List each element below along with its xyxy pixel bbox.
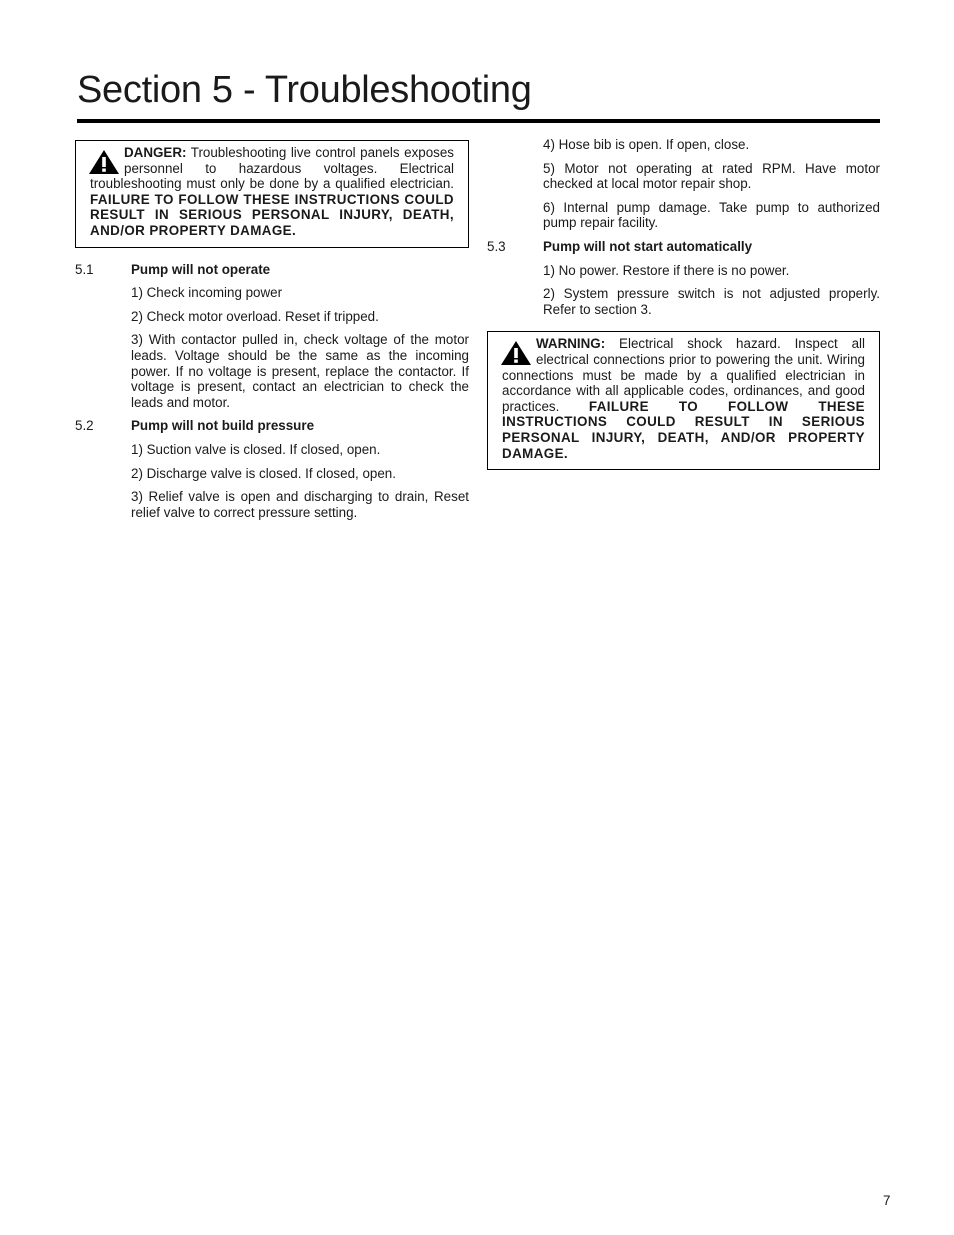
warning-emphasis: FAILURE TO FOLLOW THESE INSTRUCTIONS COULD RESULT IN SERIOUS PERSONAL INJURY, DEATH, AND/OR PROPERTY DAMAGE. xyxy=(502,398,865,461)
list-item: 3) With contactor pulled in, check voltage of the motor leads. Voltage should be the same as the incoming power. If no voltage is present, replace the contactor. If voltage is present, contact an electrician to check the leads and motor. xyxy=(131,332,469,410)
section-title: Pump will not build pressure xyxy=(131,418,315,434)
list-item: 5) Motor not operating at rated RPM. Have motor checked at local motor repair shop. xyxy=(543,160,880,192)
section-number: 5.1 xyxy=(75,261,94,277)
section-title: Pump will not start automatically xyxy=(543,238,753,254)
danger-emphasis: FAILURE TO FOLLOW THESE INSTRUCTIONS COULD RESULT IN SERIOUS PERSONAL INJURY, DEATH, AND/OR PROPERTY DAMAGE. xyxy=(90,191,454,238)
left-column xyxy=(75,140,469,528)
section-heading xyxy=(487,239,880,255)
list-item: 6) Internal pump damage. Take pump to authorized pump repair facility. xyxy=(543,199,880,231)
danger-label: DANGER: xyxy=(124,145,187,160)
list-item: 2) System pressure switch is not adjusted properly. Refer to section 3. xyxy=(543,286,880,317)
list-item: 1) Suction valve is closed. If closed, open. xyxy=(131,441,381,457)
list-item: 2) Check motor overload. Reset if tripped. xyxy=(131,308,379,324)
list-item: 1) No power. Restore if there is no power. xyxy=(543,262,790,278)
list-item: 1) Check incoming power xyxy=(131,285,283,301)
list-item: 2) Discharge valve is closed. If closed, open. xyxy=(131,465,396,481)
list-item: 4) Hose bib is open. If open, close. xyxy=(543,137,750,152)
danger-callout xyxy=(75,140,469,248)
page-title: Section 5 - Troubleshooting xyxy=(77,69,532,111)
list-item: 3) Relief valve is open and discharging to drain, Reset relief valve to correct pressure setting. xyxy=(131,489,469,520)
section-number: 5.3 xyxy=(487,238,506,254)
section-title: Pump will not operate xyxy=(131,261,271,277)
warning-callout xyxy=(487,331,880,470)
page-number: 7 xyxy=(883,1193,891,1208)
warning-triangle-icon xyxy=(88,149,120,175)
warning-triangle-icon xyxy=(500,340,532,366)
title-rule xyxy=(77,119,880,123)
warning-text: Electrical shock hazard. Inspect all electrical connections prior to powering the unit. Wiring connections must be made by a qualified electrician in accordance with all applicable codes, ordinances, and good practices. xyxy=(502,336,865,414)
section-heading xyxy=(75,418,469,434)
section-heading xyxy=(75,262,469,278)
right-column xyxy=(487,137,880,484)
warning-label: WARNING: xyxy=(536,336,606,352)
section-number: 5.2 xyxy=(75,418,94,434)
danger-text: Troubleshooting live control panels exposes personnel to hazardous voltages. Electrical troubleshooting must only be done by a qualified electrician. xyxy=(90,145,454,192)
